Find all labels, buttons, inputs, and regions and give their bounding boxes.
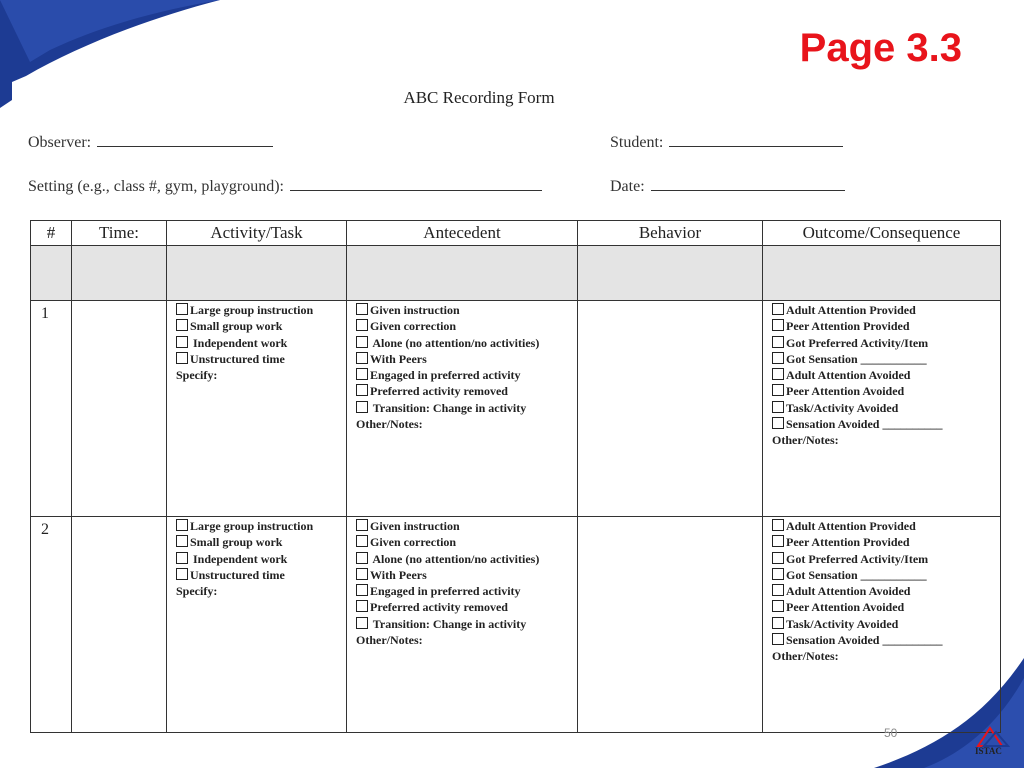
shaded-cell (72, 246, 167, 301)
abc-table (30, 220, 1001, 733)
outcome-option[interactable]: Peer Attention Avoided (772, 599, 996, 615)
table-row (31, 517, 1001, 733)
table-row (31, 301, 1001, 517)
activity-cell (167, 301, 347, 517)
outcome-option[interactable]: Adult Attention Avoided (772, 367, 996, 383)
activity-option[interactable]: Unstructured time (176, 567, 342, 583)
col-antecedent-header: Antecedent (347, 221, 578, 246)
checkbox-icon[interactable] (772, 584, 784, 596)
checkbox-icon[interactable] (176, 552, 188, 564)
form-title: ABC Recording Form (403, 88, 555, 107)
checkbox-icon[interactable] (356, 384, 368, 396)
checkbox-icon[interactable] (176, 535, 188, 547)
antecedent-option[interactable]: Preferred activity removed (356, 599, 573, 615)
col-behavior-header: Behavior (578, 221, 763, 246)
antecedent-option[interactable]: Transition: Change in activity (356, 400, 573, 416)
checkbox-icon[interactable] (772, 568, 784, 580)
antecedent-option[interactable]: Alone (no attention/no activities) (356, 335, 573, 351)
outcome-option[interactable]: Adult Attention Provided (772, 302, 996, 318)
checkbox-icon[interactable] (772, 417, 784, 429)
student-blank[interactable] (669, 132, 843, 147)
checkbox-icon[interactable] (356, 568, 368, 580)
activity-cell (167, 517, 347, 733)
date-blank[interactable] (651, 176, 845, 191)
outcome-option[interactable]: Peer Attention Avoided (772, 383, 996, 399)
antecedent-option[interactable]: Given correction (356, 318, 573, 334)
outcome-option[interactable]: Got Preferred Activity/Item (772, 551, 996, 567)
antecedent-option[interactable]: Transition: Change in activity (356, 616, 573, 632)
outcome-option[interactable]: Peer Attention Provided (772, 534, 996, 550)
antecedent-notes-label: Other/Notes: (356, 633, 423, 648)
checkbox-icon[interactable] (772, 535, 784, 547)
shaded-cell (167, 246, 347, 301)
checkbox-icon[interactable] (356, 319, 368, 331)
shaded-cell (31, 246, 72, 301)
checkbox-icon[interactable] (176, 519, 188, 531)
checkbox-icon[interactable] (356, 368, 368, 380)
antecedent-option[interactable]: Preferred activity removed (356, 383, 573, 399)
student-label: Student: (610, 134, 664, 151)
antecedent-cell (347, 301, 578, 517)
outcome-option[interactable]: Peer Attention Provided (772, 318, 996, 334)
checkbox-icon[interactable] (772, 617, 784, 629)
checkbox-icon[interactable] (772, 384, 784, 396)
time-cell[interactable] (72, 517, 167, 733)
checkbox-icon[interactable] (772, 552, 784, 564)
checkbox-icon[interactable] (772, 401, 784, 413)
checkbox-icon[interactable] (356, 600, 368, 612)
checkbox-icon[interactable] (176, 336, 188, 348)
activity-option[interactable]: Independent work (176, 551, 342, 567)
checkbox-icon[interactable] (176, 319, 188, 331)
behavior-cell[interactable] (578, 301, 763, 517)
setting-label: Setting (e.g., class #, gym, playground): (28, 178, 284, 195)
checkbox-icon[interactable] (176, 352, 188, 364)
row-number: 2 (31, 517, 72, 733)
outcome-option[interactable]: Got Preferred Activity/Item (772, 335, 996, 351)
antecedent-option[interactable]: Given instruction (356, 302, 573, 318)
setting-field (28, 176, 542, 196)
antecedent-notes-label: Other/Notes: (356, 417, 423, 432)
checkbox-icon[interactable] (356, 617, 368, 629)
activity-option[interactable]: Independent work (176, 335, 342, 351)
antecedent-option[interactable]: Alone (no attention/no activities) (356, 551, 573, 567)
outcome-option[interactable]: Sensation Avoided __________ (772, 416, 996, 432)
activity-specify-label: Specify: (176, 584, 218, 599)
checkbox-icon[interactable] (356, 552, 368, 564)
slide-number: 50 (884, 726, 898, 740)
antecedent-option[interactable]: Given instruction (356, 518, 573, 534)
outcome-notes-label: Other/Notes: (772, 433, 839, 448)
activity-option[interactable]: Large group instruction (176, 302, 342, 318)
antecedent-option[interactable]: Engaged in preferred activity (356, 583, 573, 599)
student-field (610, 132, 843, 152)
checkbox-icon[interactable] (356, 535, 368, 547)
page-label: Page 3.3 (799, 26, 962, 70)
istac-logo-text: ISTAC (975, 746, 1002, 756)
checkbox-icon[interactable] (772, 600, 784, 612)
activity-option[interactable]: Small group work (176, 318, 342, 334)
col-outcome-header: Outcome/Consequence (763, 221, 1001, 246)
checkbox-icon[interactable] (772, 633, 784, 645)
activity-option[interactable]: Large group instruction (176, 518, 342, 534)
outcome-cell (763, 301, 1001, 517)
checkbox-icon[interactable] (772, 352, 784, 364)
activity-specify-label: Specify: (176, 368, 218, 383)
outcome-option[interactable]: Sensation Avoided __________ (772, 632, 996, 648)
outcome-option[interactable]: Adult Attention Avoided (772, 583, 996, 599)
checkbox-icon[interactable] (772, 368, 784, 380)
antecedent-option[interactable]: With Peers (356, 351, 573, 367)
istac-logo-icon (970, 722, 1014, 762)
outcome-option[interactable]: Adult Attention Provided (772, 518, 996, 534)
activity-option[interactable]: Unstructured time (176, 351, 342, 367)
observer-blank[interactable] (97, 132, 273, 147)
antecedent-option[interactable]: Engaged in preferred activity (356, 367, 573, 383)
shaded-row (31, 246, 1001, 301)
observer-field (28, 132, 273, 152)
activity-option[interactable]: Small group work (176, 534, 342, 550)
checkbox-icon[interactable] (356, 584, 368, 596)
checkbox-icon[interactable] (356, 352, 368, 364)
row-number: 1 (31, 301, 72, 517)
col-activity-header: Activity/Task (167, 221, 347, 246)
checkbox-icon[interactable] (176, 568, 188, 580)
header-row (31, 221, 1001, 246)
checkbox-icon[interactable] (356, 303, 368, 315)
date-label: Date: (610, 178, 645, 195)
outcome-notes-label: Other/Notes: (772, 649, 839, 664)
checkbox-icon[interactable] (356, 519, 368, 531)
checkbox-icon[interactable] (772, 519, 784, 531)
checkbox-icon[interactable] (772, 319, 784, 331)
col-time-header: Time: (72, 221, 167, 246)
outcome-option[interactable]: Task/Activity Avoided (772, 616, 996, 632)
checkbox-icon[interactable] (176, 303, 188, 315)
antecedent-option[interactable]: With Peers (356, 567, 573, 583)
shaded-cell (347, 246, 578, 301)
behavior-cell[interactable] (578, 517, 763, 733)
outcome-cell (763, 517, 1001, 733)
checkbox-icon[interactable] (356, 336, 368, 348)
outcome-option[interactable]: Got Sensation ___________ (772, 567, 996, 583)
outcome-option[interactable]: Got Sensation ___________ (772, 351, 996, 367)
shaded-cell (763, 246, 1001, 301)
observer-label: Observer: (28, 134, 92, 151)
checkbox-icon[interactable] (772, 336, 784, 348)
time-cell[interactable] (72, 301, 167, 517)
shaded-cell (578, 246, 763, 301)
checkbox-icon[interactable] (772, 303, 784, 315)
col-number-header: # (31, 221, 72, 246)
checkbox-icon[interactable] (356, 401, 368, 413)
date-field (610, 176, 845, 196)
outcome-option[interactable]: Task/Activity Avoided (772, 400, 996, 416)
antecedent-cell (347, 517, 578, 733)
setting-blank[interactable] (290, 176, 542, 191)
antecedent-option[interactable]: Given correction (356, 534, 573, 550)
